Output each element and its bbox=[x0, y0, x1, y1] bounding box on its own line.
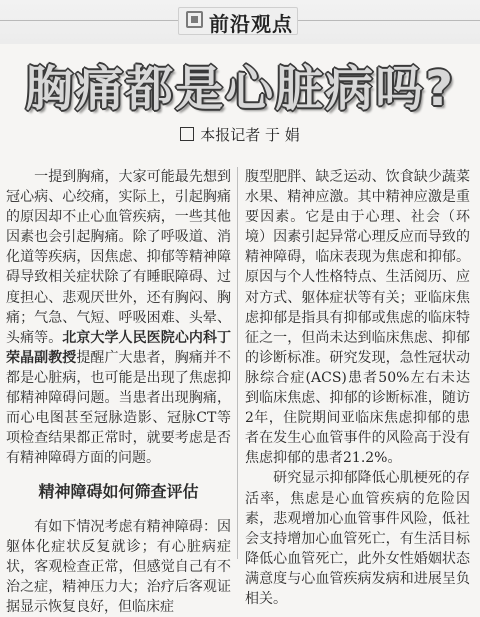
section-label: 前沿观点 bbox=[209, 12, 293, 36]
paragraph-text: 提醒广大患者，胸痛并不都是心脏病，也可能是出现了焦虑抑郁精神障碍问题。当患者出现胸痛，而心电图甚至冠脉造影、冠脉CT等项检查结果都正常时，就要考虑是否有精神障碍方面的问题。 bbox=[6, 349, 232, 467]
article-column-left bbox=[6, 167, 231, 617]
paragraph-text: 腹型肥胖、缺乏运动、饮食缺少蔬菜水果、精神应激。其中精神应激是重要因素。它是由于心理、社会（环境）因素引起异常心理反应而导致的精神障碍，临床表现为焦虑和抑郁。原因与个人性格特点、生活阅历、应对方式、躯体症状等有关；亚临床焦虑抑郁是指具有抑郁或焦虑的临床特征之一，但尚未达到临床焦虑、抑郁的诊断标准。研究发现，急性冠状动脉综合症(ACS)患者50%左右未达到临床焦虑、抑郁的诊断标准，随访2年，住院期间亚临床焦虑抑郁的患者在发生心血管事件的风险高于没有焦虑抑郁的患者21.2%。 bbox=[245, 169, 470, 467]
article-paragraph bbox=[245, 167, 470, 468]
paragraph-text: 有如下情况考虑有精神障碍：因躯体化症状反复就诊；有心脏病症状，客观检查正常，但感觉自己有不治之症，精神压力大；治疗后客观证据显示恢复良好，但临床症 bbox=[6, 518, 232, 615]
article-paragraph bbox=[245, 468, 470, 609]
subheading: 精神障碍如何筛查评估 bbox=[38, 482, 199, 502]
column-divider bbox=[237, 167, 238, 559]
headline: 胸痛都是心脏病吗? bbox=[25, 61, 455, 117]
article-column-right bbox=[245, 167, 470, 609]
byline bbox=[0, 124, 480, 145]
byline-text: 本报记者 于 娟 bbox=[200, 126, 300, 144]
square-logo-icon bbox=[186, 11, 203, 28]
byline-box-icon bbox=[180, 127, 194, 141]
section-banner bbox=[0, 0, 480, 44]
expert-name: 北京大学人民医院心内科丁荣晶副教授 bbox=[6, 329, 232, 366]
paragraph-text: 一提到胸痛，大家可能最先想到冠心病、心绞痛，实际上，引起胸痛的原因却不止心血管疾病，一些其他因素也会引起胸痛。除了呼吸道、消化道等疾病，因焦虑、抑郁等精神障碍导致相关症状除了有睡眠障碍、过度担心、悲观厌世外，还有胸闷、胸痛；气急、气短、呼吸困难、头晕、头痛等。 bbox=[6, 169, 232, 346]
article-paragraph bbox=[6, 167, 231, 468]
paragraph-text: 研究显示抑郁降低心肌梗死的存活率，焦虑是心血管疾病的危险因素，悲观增加心血管事件风险，低社会支持增加心血管死亡，有生活目标降低心血管死亡，此外女性婚姻状态满意度与心血管疾病发病和进展呈负相关。 bbox=[245, 470, 471, 607]
